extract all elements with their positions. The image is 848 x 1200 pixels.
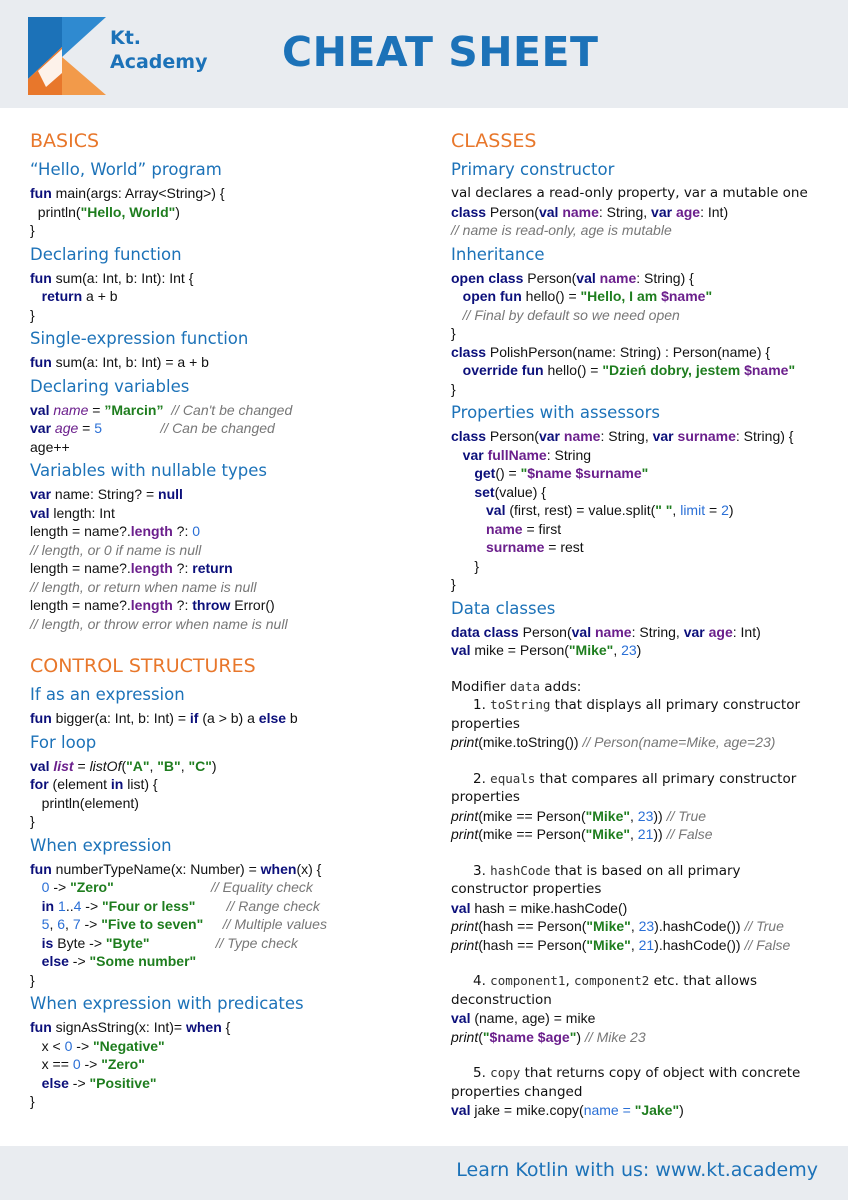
item-5-line bbox=[451, 1064, 841, 1083]
when-predicates-code: fun signAsString(x: Int)= when { x < 0 -> "Negative" x == 0 -> "Zero" else -> "Positive" } bbox=[30, 1019, 231, 1109]
properties-assessors-heading: Properties with assessors bbox=[451, 403, 661, 422]
item-5-number: 5. bbox=[473, 1065, 491, 1081]
classes-heading: CLASSES bbox=[451, 130, 537, 152]
item-5-text-2: properties changed bbox=[451, 1083, 583, 1100]
when-expression-heading: When expression bbox=[30, 835, 172, 855]
single-expression-code: fun sum(a: Int, b: Int) = a + b bbox=[30, 354, 209, 370]
item-4-line bbox=[451, 972, 841, 991]
item-2-code-sample: print(mike == Person("Mike", 23)) // True print(mike == Person("Mike", 21)) // False bbox=[451, 807, 713, 842]
item-3-text: that is based on all primary bbox=[550, 862, 741, 879]
declaring-function-heading: Declaring function bbox=[30, 244, 182, 264]
modifier-intro-text-end: adds: bbox=[540, 678, 582, 695]
logo-text bbox=[110, 26, 207, 74]
nullable-types-heading: Variables with nullable types bbox=[30, 461, 268, 480]
primary-constructor-description: val declares a read-only property, var a mutable one bbox=[451, 185, 808, 201]
item-1-code-sample: print(mike.toString()) // Person(name=Mike, age=23) bbox=[451, 734, 776, 750]
hello-world-code: fun main(args: Array<String>) { println("Hello, World") } bbox=[30, 185, 225, 238]
basics-heading: BASICS bbox=[30, 130, 100, 152]
hello-world-heading: “Hello, World” program bbox=[30, 160, 222, 179]
properties-assessors-code: class Person(var name: String, var surname: String) { var fullName: String get() = "$name $surname" set(value) { val (first, rest) = value.split(" ", limit = 2) name = first surname = rest } } bbox=[451, 428, 794, 592]
declaring-function-code: fun sum(a: Int, b: Int): Int { return a + b } bbox=[30, 269, 194, 323]
if-expression-code: fun bigger(a: Int, b: Int) = if (a > b) a else b bbox=[30, 710, 298, 726]
single-expression-heading: Single-expression function bbox=[30, 329, 249, 348]
item-2-number: 2. bbox=[473, 770, 491, 787]
when-predicates-heading: When expression with predicates bbox=[30, 994, 304, 1013]
item-1-code: toString bbox=[490, 697, 551, 712]
header bbox=[0, 0, 848, 108]
for-loop-code: val list = listOf("A", "B", "C") for (element in list) { println(element) } bbox=[30, 757, 217, 829]
logo-line-2: Academy bbox=[110, 51, 208, 73]
inheritance-code: open class Person(val name: String) { open fun hello() = "Hello, I am $name" // Final by default so we need open } class PolishPerson(name: String) : Person(name) { override fun hello() = "Dzień dobry, jestem $name" } bbox=[451, 269, 796, 397]
item-4-separator: , bbox=[565, 973, 575, 989]
page-title: CHEAT SHEET bbox=[282, 28, 599, 76]
item-2-code: equals bbox=[490, 770, 536, 786]
item-3-number: 3. bbox=[473, 862, 491, 879]
item-3-code-sample: val hash = mike.hashCode() print(hash == Person("Mike", 23).hashCode()) // True print(hash == Person("Mike", 21).hashCode()) // False bbox=[451, 899, 791, 953]
item-2-line bbox=[451, 770, 841, 789]
inheritance-heading: Inheritance bbox=[451, 244, 545, 264]
item-1-number: 1. bbox=[473, 697, 491, 713]
item-2-text: that compares all primary constructor bbox=[535, 770, 797, 787]
data-classes-code: data class Person(val name: String, var age: Int) val mike = Person("Mike", 23) bbox=[451, 623, 761, 658]
right-column bbox=[451, 118, 841, 1120]
control-structures-heading: CONTROL STRUCTURES bbox=[30, 655, 256, 677]
modifier-intro-code: data bbox=[509, 678, 540, 694]
item-2-text-2: properties bbox=[451, 789, 520, 805]
item-3-code: hashCode bbox=[490, 862, 551, 878]
primary-constructor-heading: Primary constructor bbox=[451, 160, 615, 179]
item-3-text-2: constructor properties bbox=[451, 881, 602, 897]
left-column bbox=[30, 118, 430, 1111]
modifier-intro bbox=[451, 678, 841, 697]
item-5-code: copy bbox=[490, 1065, 521, 1080]
kt-academy-logo-icon bbox=[28, 17, 106, 95]
item-1-text-2: properties bbox=[451, 715, 520, 732]
item-4-text-2: deconstruction bbox=[451, 991, 552, 1008]
logo-line-1: Kt. bbox=[110, 27, 142, 49]
item-3-line bbox=[451, 862, 841, 881]
for-loop-heading: For loop bbox=[30, 732, 97, 752]
item-4-text: etc. that allows bbox=[649, 973, 758, 989]
footer bbox=[0, 1146, 848, 1200]
declaring-variables-heading: Declaring variables bbox=[30, 376, 190, 396]
item-4-code-1: component1 bbox=[490, 973, 566, 988]
item-4-number: 4. bbox=[473, 973, 491, 989]
item-1-text: that displays all primary constructor bbox=[550, 697, 801, 713]
item-5-code-sample: val jake = mike.copy(name = "Jake") bbox=[451, 1102, 684, 1118]
item-4-code-sample: val (name, age) = mike print("$name $age") // Mike 23 bbox=[451, 1010, 646, 1045]
item-1-line bbox=[451, 696, 841, 715]
primary-constructor-code: class Person(val name: String, var age: Int) // name is read-only, age is mutable bbox=[451, 203, 729, 238]
declaring-variables-code: val name = ”Marcin” // Can't be changed var age = 5 // Can be changed age++ bbox=[30, 401, 293, 455]
modifier-intro-text: Modifier bbox=[451, 678, 510, 695]
data-classes-heading: Data classes bbox=[451, 598, 556, 618]
item-4-code-2: component2 bbox=[574, 973, 650, 988]
when-expression-code: fun numberTypeName(x: Number) = when(x) { 0 -> "Zero" // Equality check in 1..4 -> "Four or less" // Range check 5, 6, 7 -> "Five to seven" // Multiple values is Byte -> "Byte" // Type check else -> "Some number" } bbox=[30, 860, 327, 988]
if-expression-heading: If as an expression bbox=[30, 685, 185, 704]
item-5-text: that returns copy of object with concrete bbox=[520, 1065, 801, 1081]
nullable-types-code: var name: String? = null val length: Int length = name?.length ?: 0 // length, or 0 if name is null length = name?.length ?: return // length, or return when name is null length = name?.length ?: throw Error() // length, or throw error when name is null bbox=[30, 486, 288, 632]
footer-link-text[interactable]: Learn Kotlin with us: www.kt.academy bbox=[456, 1159, 818, 1181]
